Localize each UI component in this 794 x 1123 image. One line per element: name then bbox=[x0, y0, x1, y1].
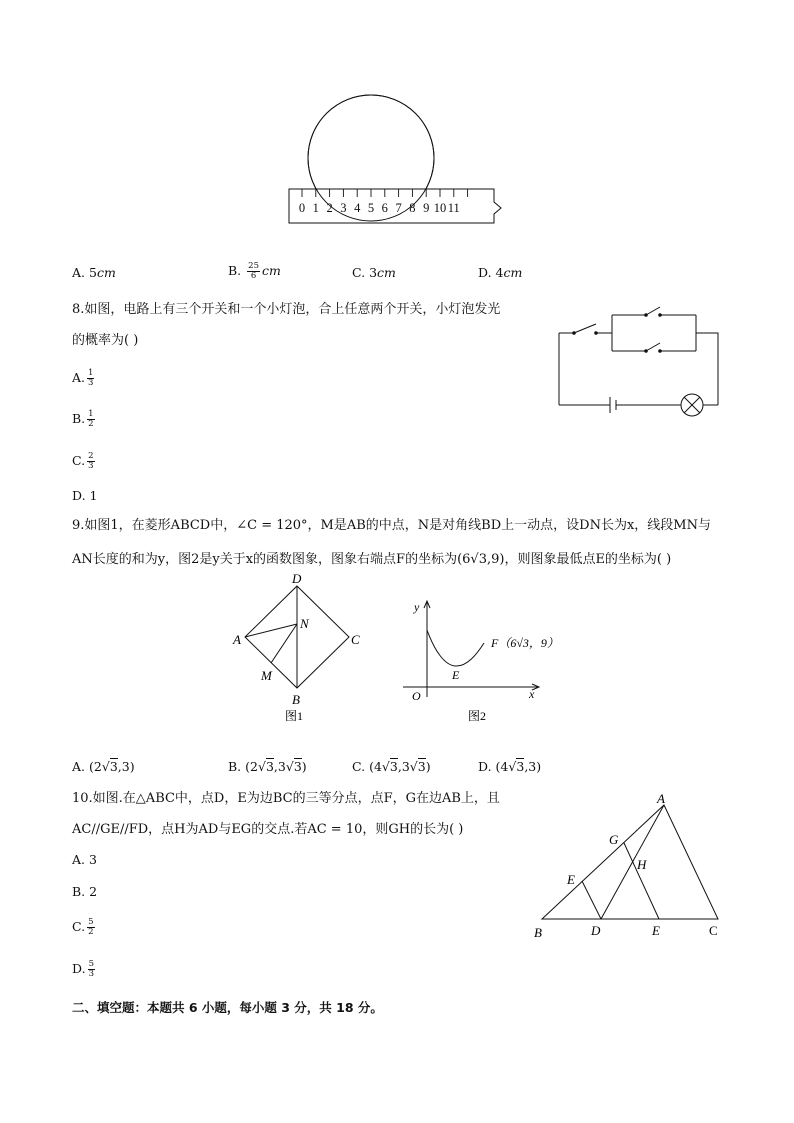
q10-stem-line2: AC//GE//FD，点H为AD与EG的交点.若AC = 10，则GH的长为( ) bbox=[72, 822, 464, 837]
ruler-label: 5 bbox=[367, 201, 375, 215]
label-a: A bbox=[657, 791, 665, 806]
section-2-heading: 二、填空题：本题共 6 小题，每小题 3 分，共 18 分。 bbox=[72, 1000, 383, 1015]
axis-y-label: y bbox=[414, 600, 420, 614]
label-a: A bbox=[233, 632, 241, 647]
circuit-figure bbox=[550, 300, 730, 420]
q8-stem-line1: 8.如图，电路上有三个开关和一个小灯泡，合上任意两个开关，小灯泡发光 bbox=[72, 302, 501, 317]
q8-stem-line2: 的概率为( ) bbox=[72, 333, 139, 348]
q10-option-a: A. 3 bbox=[72, 852, 97, 867]
q8-option-c: C. $\frac{2}{3}$ bbox=[72, 451, 94, 471]
q7-option-d: D. 4cm bbox=[478, 265, 523, 280]
origin-label: O bbox=[412, 689, 421, 703]
ruler-label: 0 bbox=[298, 201, 306, 215]
point-e-label: E bbox=[452, 668, 460, 682]
ruler-label: 2 bbox=[326, 201, 333, 215]
q8-option-d: D. 1 bbox=[72, 488, 98, 503]
ruler-label: 1 bbox=[312, 201, 319, 215]
label-e-left: E bbox=[567, 872, 575, 887]
ruler-label: 4 bbox=[354, 201, 361, 215]
q10-stem-line1: 10.如图.在△ABC中，点D，E为边BC的三等分点，点F，G在边AB上，且 bbox=[72, 791, 500, 806]
q9-option-c: C. (4√3,3√3) bbox=[352, 759, 431, 774]
q9-option-d: D. (4√3,3) bbox=[478, 759, 542, 774]
q8-option-b: B. $\frac{1}{2}$ bbox=[72, 409, 94, 429]
ruler-label: 3 bbox=[340, 201, 347, 215]
q9-stem-line2: AN长度的和为y，图2是y关于x的函数图象，图象右端点F的坐标为(6√3,9)，则图象最低点E的坐标为( ) bbox=[72, 552, 672, 567]
ruler-label: 8 bbox=[409, 201, 416, 215]
q9-option-b: B. (2√3,3√3) bbox=[228, 759, 307, 774]
q7-option-a: A. 5cm bbox=[72, 265, 116, 280]
label-n: N bbox=[300, 616, 309, 631]
q8-option-a: A. $\frac{1}{3}$ bbox=[72, 368, 94, 388]
q7-option-b: B. $\frac{25}{6}$ cm bbox=[228, 261, 281, 281]
ruler-label: 11 bbox=[447, 201, 460, 215]
rhombus-figure-1 bbox=[225, 570, 375, 730]
label-c: C bbox=[351, 632, 360, 647]
label-d: D bbox=[292, 571, 302, 586]
caption-fig2: 图2 bbox=[468, 709, 487, 723]
q9-option-a: A. (2√3,3) bbox=[72, 759, 135, 774]
q9-stem-line1: 9.如图1，在菱形ABCD中，∠C = 120°，M是AB的中点，N是对角线BD上一动点，设DN长为x，线段MN与 bbox=[72, 518, 711, 533]
ruler-circle-figure bbox=[280, 90, 510, 230]
fraction: $\frac{5}{3}$ bbox=[88, 959, 94, 979]
q10-option-c: C. $\frac{5}{2}$ bbox=[72, 917, 94, 937]
fraction: $\frac{2}{3}$ bbox=[88, 451, 94, 471]
fraction: $\frac{25}{6}$ bbox=[248, 261, 259, 281]
ruler-label: 9 bbox=[423, 201, 430, 215]
point-f-label: F（6√3，9） bbox=[491, 636, 559, 650]
q10-option-d: D. $\frac{5}{3}$ bbox=[72, 959, 94, 979]
function-graph-figure-2 bbox=[395, 590, 575, 730]
q7-option-c: C. 3cm bbox=[352, 265, 396, 280]
q10-option-b: B. 2 bbox=[72, 884, 98, 899]
label-g: G bbox=[609, 832, 619, 847]
label-b: B bbox=[534, 925, 542, 940]
ruler-label: 7 bbox=[395, 201, 402, 215]
caption-fig1: 图1 bbox=[285, 709, 304, 723]
ruler-label: 6 bbox=[381, 201, 388, 215]
label-m: M bbox=[261, 668, 272, 683]
ruler-label: 10 bbox=[433, 201, 447, 215]
label-h: H bbox=[637, 857, 647, 872]
fraction: $\frac{1}{2}$ bbox=[88, 409, 94, 429]
label-b: B bbox=[292, 692, 300, 707]
triangle-figure bbox=[525, 788, 730, 948]
fraction: $\frac{5}{2}$ bbox=[88, 917, 94, 937]
label-c: C bbox=[709, 923, 718, 938]
label-e-bottom: E bbox=[652, 923, 660, 938]
fraction: $\frac{1}{3}$ bbox=[88, 368, 94, 388]
label-d: D bbox=[591, 923, 601, 938]
axis-x-label: x bbox=[529, 687, 535, 701]
